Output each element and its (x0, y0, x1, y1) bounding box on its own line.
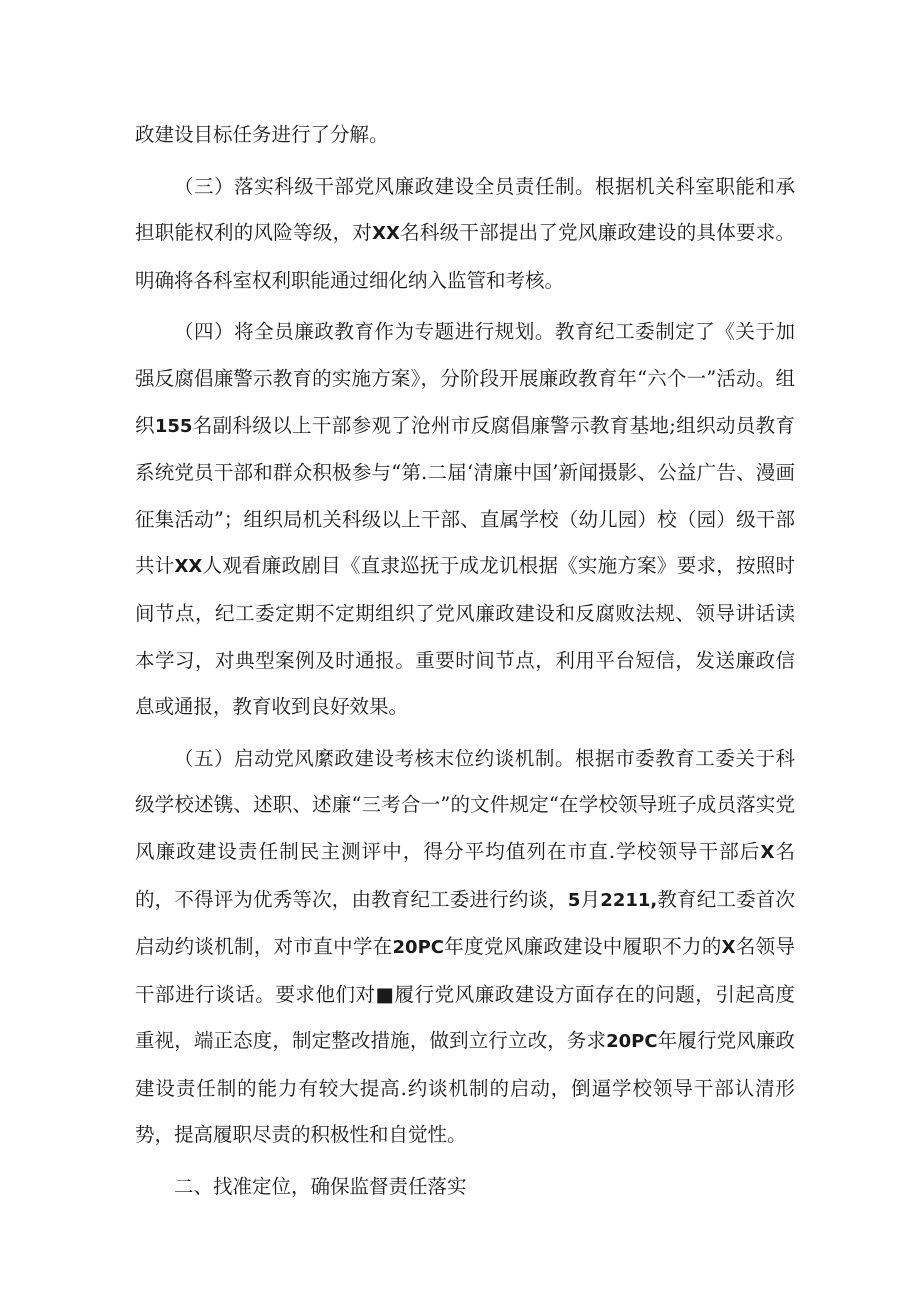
text-run-bold: XX (174, 556, 203, 578)
text-run-bold: XX (372, 223, 400, 245)
text-run: 名副科级以上干部参观了沧州市反腐倡廉警示教育基地;组织动员教育系统党员干部和群众积极参与“第.二届‘清廉中国’新闻摄影、公益广告、漫画征集活动”；组织局机关科级以上干部、直属学校（幼儿园）校（园）级干部共计 (135, 413, 795, 578)
text-run-bold: X (721, 937, 736, 959)
text-run: 月 (580, 887, 601, 911)
paragraph-continuation (135, 112, 795, 159)
heading-text: 二、找准定位，确保监督责任落实 (174, 1175, 467, 1199)
text-run-bold: 2211, (600, 889, 658, 911)
text-run: （三）落实科级干部党风廉政建设全员责任制。根据机关科室职能和承担职能权利的风险等级，对 (135, 174, 795, 245)
text-run: 人观看廉政剧目《直隶巡抚于成龙讥根据《实施方案》要求，按照时间节点，纪工委定期不定期组织了党风廉政建设和反腐败法规、领导讲话读本学习，对典型案例及时通报。重要时间节点，利用平台短信，发送廉政信息或通报，教育收到良好效果。 (135, 554, 795, 719)
section-heading (135, 1164, 795, 1211)
paragraph-section-4 (135, 309, 795, 730)
text-run: 年度党风廉政建设中履职不力的 (443, 935, 722, 959)
text-run: （五）启动党风縻政建设考核末位约谈机制。根据市委教育工委关于科级学校述镌、述职、述廉“三考合一”的文件规定“在学校领导班子成员落实党风廉政建设责任制民主测评中，得分平均值列在市直.学校领导干部后 (135, 746, 795, 863)
text-run-bold: 20PC (392, 937, 444, 959)
text-run-bold: 5 (567, 889, 581, 911)
paragraph-section-3 (135, 164, 795, 305)
text-run: （四）将全员廉政教育作为专题进行规划。教育纪工委制定了《关于加强反腐倡廉警示教育的实施方案》，分阶段开展廉政教育年“六个一”活动。组织 (135, 320, 795, 437)
text-run-bold: 155 (154, 415, 193, 437)
text-run: 教育纪工委首次启动约谈机制，对市直中学在 (135, 887, 795, 959)
text-run: 年履行党风廉政建设责任制的能力有较大提高.约谈机制的启动，倒逼学校领导干部认清形势，提高履职尽责的积极性和自觉性。 (135, 1029, 795, 1147)
text-run: 政建设目标任务进行了分解。 (135, 123, 389, 146)
text-run-bold: 20PC (606, 1031, 658, 1053)
text-run: 名科级干部提出了党风廉政建设的具体要求。明确将各科室权利职能通过细化纳入监管和考核。 (135, 221, 795, 292)
document-body (135, 112, 795, 1216)
paragraph-section-5 (135, 736, 795, 1159)
text-run-bold: X (760, 841, 775, 863)
text-run: 名的，不得评为优秀等次，由教育纪工委进行约谈， (135, 839, 795, 911)
text-run: 名领导干部进行谈话。要求他们对■履行党风廉政建设方面存在的问题，引起高度重视，端正态度，制定整改措施，做到立行立改，务求 (135, 935, 795, 1053)
